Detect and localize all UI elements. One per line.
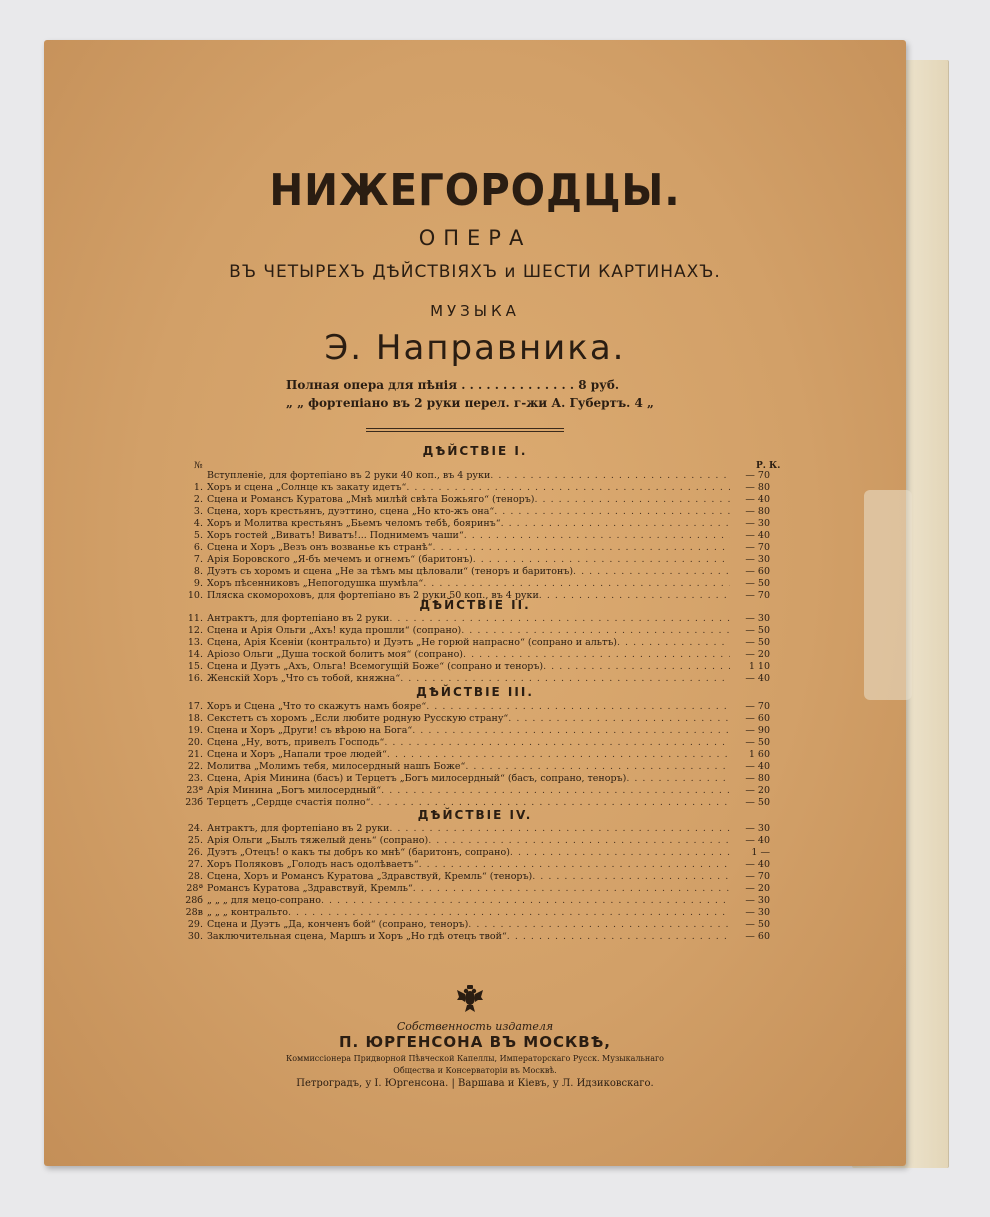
number-column-header: №	[194, 461, 203, 471]
list-item: 13. Сцена, Арія Ксеніи (контральто) и Дуэтъ „Не горюй напрасно“ (сопрано и альтъ) . . . — 50	[180, 637, 770, 649]
list-item: 19. Сцена и Хоръ „Други! съ вѣрою на Бога“ . . . — 90	[180, 725, 770, 737]
list-item: 27. Хоръ Поляковъ „Голодъ насъ одолѣваетъ“ . . . — 40	[180, 859, 770, 871]
music-label: МУЗЫКА	[430, 302, 520, 320]
list-item: 11. Антрактъ, для фортепіано въ 2 руки . . . — 30	[180, 613, 770, 625]
price-column-header: Р. К.	[756, 461, 781, 471]
list-item: 29. Сцена и Дуэтъ „Да, конченъ бой“ (сопрано, теноръ) . . . — 50	[180, 919, 770, 931]
act-heading: ДѢЙСТВІЕ III.	[416, 685, 534, 699]
list-item: 26. Дуэтъ „Отецъ! о какъ ты добръ ко мнѣ“ (баритонъ, сопрано) . . . 1 —	[180, 847, 770, 859]
act-heading: ДѢЙСТВІЕ I.	[422, 444, 528, 458]
act-heading: ДѢЙСТВІЕ IV.	[417, 808, 533, 822]
list-item: 5. Хоръ гостей „Виватъ! Виватъ!... Поднимемъ чаши“ . . . — 40	[180, 530, 770, 542]
publisher-credentials: Коммиссіонера Придворной Пѣвческой Капеллы, Императорскаго Русск. Музыкальнаго	[286, 1054, 664, 1063]
publisher-name: П. ЮРГЕНСОНА ВЪ МОСКВѢ,	[338, 1033, 611, 1051]
publisher-branches: Петроградъ, у І. Юргенсона. | Варшава и Кіевъ, у Л. Идзиковскаго.	[296, 1078, 654, 1089]
list-item: 15. Сцена и Дуэтъ „Ахъ, Ольга! Всемогущій Боже“ (сопрано и теноръ) . . . 1 10	[180, 661, 770, 673]
list-item: 22. Молитва „Молимъ тебя, милосердный нашъ Боже“ . . . — 40	[180, 761, 770, 773]
decorative-rule	[366, 428, 564, 432]
list-item: 23. Сцена, Арія Минина (басъ) и Терцетъ „Богъ милосердный“ (басъ, сопрано, теноръ) . . . — 80	[180, 773, 770, 785]
list-item: 10. Пляска скомороховъ, для фортепіано въ 2 руки 50 коп., въ 4 руки . . . — 70	[180, 590, 770, 602]
opera-title: НИЖЕГОРОДЦЫ.	[269, 165, 681, 216]
act-heading: ДѢЙСТВІЕ II.	[419, 598, 531, 612]
list-item: 16. Женскій Хоръ „Что съ тобой, княжна“ . . . — 40	[180, 673, 770, 685]
list-item: 25. Арія Ольги „Былъ тяжелый день“ (сопрано) . . . — 40	[180, 835, 770, 847]
list-item: 30. Заключительная сцена, Маршъ и Хоръ „Но гдѣ отецъ твой“ . . . — 60	[180, 931, 770, 943]
list-item: 28б „ „ „ для мецо-сопрано . . . — 30	[180, 895, 770, 907]
list-item: 7. Арія Боровского „Я-бъ мечемъ и огнемъ“ (баритонъ) . . . — 30	[180, 554, 770, 566]
list-item: 12. Сцена и Арія Ольги „Ахъ! куда прошли“ (сопрано) . . . — 50	[180, 625, 770, 637]
list-item: 8. Дуэтъ съ хоромъ и сцена „Не за тѣмъ мы цѣловали“ (теноръ и баритонъ) . . . — 60	[180, 566, 770, 578]
list-item: 21. Сцена и Хоръ „Напали трое людей“ . . . 1 60	[180, 749, 770, 761]
list-item: 14. Аріозо Ольги „Душа тоской болитъ моя“ (сопрано) . . . — 20	[180, 649, 770, 661]
list-item: 20. Сцена „Ну, вотъ, привелъ Господь“ . . . — 50	[180, 737, 770, 749]
composer-name: Э. Направника.	[324, 328, 626, 368]
publisher-ownership: Собственность издателя	[396, 1020, 554, 1033]
list-item: 17. Хоръ и Сцена „Что то скажутъ намъ бояре“ . . . — 70	[180, 701, 770, 713]
list-item: 6. Сцена и Хоръ „Везъ онъ возванье къ странѣ“ . . . — 70	[180, 542, 770, 554]
score-cover-sheet	[44, 40, 906, 1166]
price-line-vocal: Полная опера для пѣнія . . . . . . . . . . . . . . 8 руб.	[286, 378, 620, 392]
list-item: 9. Хоръ пѣсенниковъ „Непогодушка шумѣла“ . . . — 50	[180, 578, 770, 590]
list-item: 1. Хоръ и сцена „Солнце къ закату идетъ“ . . . — 80	[180, 482, 770, 494]
price-line-piano: „ „ фортепіано въ 2 руки перел. г-жи А. Губертъ. 4 „	[286, 396, 654, 410]
list-item: 28. Сцена, Хоръ и Романсъ Куратова „Здравствуй, Кремль“ (теноръ) . . . — 70	[180, 871, 770, 883]
list-item: 2. Сцена и Романсъ Куратова „Мнѣ милѣй свѣта Божьяго“ (теноръ) . . . — 40	[180, 494, 770, 506]
acts-description: ВЪ ЧЕТЫРЕХЪ ДѢЙСТВІЯХЪ и ШЕСТИ КАРТИНАХЪ.	[229, 262, 721, 282]
list-item: 28в „ „ „ контральто . . . — 30	[180, 907, 770, 919]
list-item: 28ª Романсъ Куратова „Здравствуй, Кремль“ . . . — 20	[180, 883, 770, 895]
list-item: 3. Сцена, хоръ крестьянъ, дуэттино, сцена „Но кто-жъ она“ . . . — 80	[180, 506, 770, 518]
list-item: 23ª Арія Минина „Богъ милосердный“ . . . — 20	[180, 785, 770, 797]
opera-subtitle: ОПЕРА	[418, 226, 532, 250]
imperial-eagle-icon	[456, 984, 484, 1014]
list-item: 18. Секстетъ съ хоромъ „Если любите родную Русскую страну“ . . . — 60	[180, 713, 770, 725]
paper-stain	[864, 490, 912, 700]
list-item: Вступленіе, для фортепіано въ 2 руки 40 коп., въ 4 руки . . . — 70	[180, 470, 770, 482]
list-item: 24. Антрактъ, для фортепіано въ 2 руки . . . — 30	[180, 823, 770, 835]
list-item: 4. Хоръ и Молитва крестьянъ „Бьемъ челомъ тебѣ, бояринъ“ . . . — 30	[180, 518, 770, 530]
publisher-credentials-cont: Общества и Консерваторіи въ Москвѣ.	[393, 1066, 557, 1075]
list-item: 23б Терцетъ „Сердце счастія полно“ . . . — 50	[180, 797, 770, 809]
